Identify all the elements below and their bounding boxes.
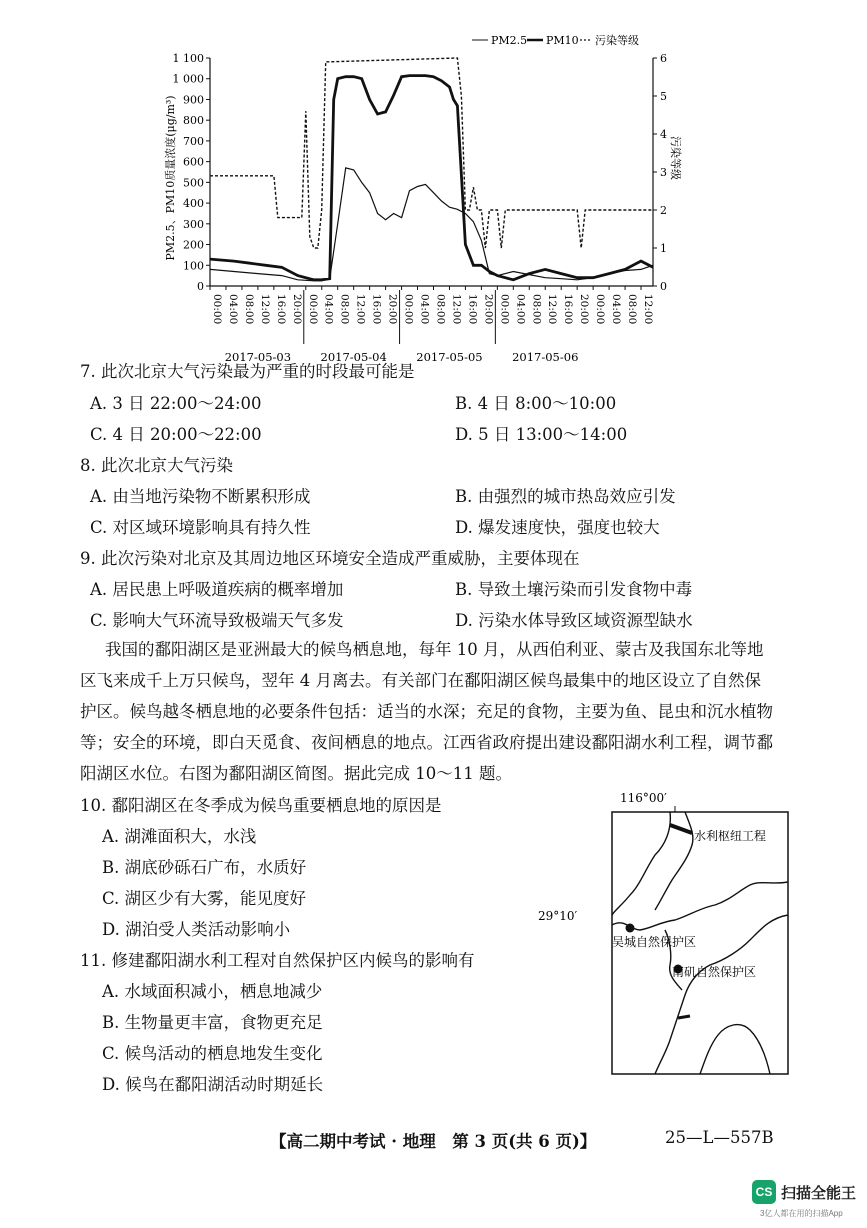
dam-marker [670, 825, 692, 833]
date-label: 2017-05-03 [224, 350, 292, 364]
passage-line: 等；安全的环境，即白天觅食、夜间栖息的地点。江西省政府提出建设鄱阳湖水利工程，调节鄱 [80, 733, 773, 752]
x-tick-label: 00:00 [498, 294, 511, 325]
x-tick-label: 08:00 [242, 294, 255, 325]
y-left-tick-label: 400 [183, 197, 204, 211]
q9-option-a[interactable]: A. 居民患上呼吸道疾病的概率增加 [90, 580, 344, 599]
y-left-tick-label: 1 100 [172, 52, 204, 65]
y-left-tick-label: 700 [183, 134, 204, 148]
chart-ticks [173, 52, 668, 364]
q10-option-b[interactable]: B. 湖底砂砾石广布，水质好 [102, 858, 307, 877]
y-right-tick-label: 0 [660, 280, 667, 293]
y-left-tick-label: 900 [183, 93, 204, 107]
x-tick-label: 08:00 [530, 294, 543, 325]
x-tick-label: 08:00 [626, 294, 639, 325]
passage-line: 区飞来成千上万只候鸟，翌年 4 月离去。有关部门在鄱阳湖区候鸟最集中的地区设立了自然保 [80, 671, 761, 690]
q8-option-a[interactable]: A. 由当地污染物不断累积形成 [90, 487, 311, 506]
x-tick-label: 04:00 [514, 294, 527, 325]
pollution-level-line [210, 58, 653, 248]
y-right-tick-label: 1 [660, 242, 667, 255]
date-label: 2017-05-05 [416, 350, 483, 364]
x-tick-label: 12:00 [546, 294, 559, 325]
passage-line: 护区。候鸟越冬栖息地的必要条件包括：适当的水深；充足的食物，主要为鱼、昆虫和沉水植物 [80, 702, 773, 721]
passage-line: 我国的鄱阳湖区是亚洲最大的候鸟栖息地，每年 10 月，从西伯利亚、蒙古及我国东北等地 [105, 640, 764, 659]
q11-option-b[interactable]: B. 生物量更丰富，食物更充足 [102, 1013, 323, 1032]
y-left-tick-label: 0 [197, 280, 204, 293]
x-tick-label: 00:00 [211, 294, 223, 325]
question-7-stem: 7. 此次北京大气污染最为严重的时段最可能是 [80, 362, 415, 381]
x-tick-label: 00:00 [306, 294, 319, 325]
cs-logo-icon: CS [752, 1180, 776, 1204]
q7-option-a[interactable]: A. 3 日 22:00～24:00 [90, 394, 262, 413]
pm10-line [210, 76, 653, 280]
date-label: 2017-05-04 [320, 350, 387, 364]
reading-passage [80, 634, 795, 789]
x-tick-label: 12:00 [642, 294, 655, 325]
pollution-chart [160, 28, 682, 364]
y-left-tick-label: 200 [183, 238, 204, 252]
q10-option-d[interactable]: D. 湖泊受人类活动影响小 [102, 920, 291, 939]
pm25-line [210, 168, 653, 281]
legend-level-label: 污染等级 [595, 34, 639, 47]
x-tick-label: 20:00 [386, 294, 399, 325]
paper-code: 25—L—557B [665, 1128, 774, 1147]
x-tick-label: 04:00 [418, 294, 431, 325]
q9-option-c[interactable]: C. 影响大气环流导致极端天气多发 [90, 611, 344, 630]
x-tick-label: 12:00 [450, 294, 463, 325]
question-11-stem: 11. 修建鄱阳湖水利工程对自然保护区内候鸟的影响有 [80, 951, 475, 970]
date-label: 2017-05-06 [512, 350, 579, 364]
x-tick-label: 04:00 [226, 294, 239, 325]
chart-legend [472, 33, 639, 47]
q10-option-a[interactable]: A. 湖滩面积大，水浅 [102, 827, 257, 846]
y-axis-left-label: PM2.5、PM10质量浓度(μg/m³) [164, 95, 177, 261]
nanji-reserve-label: 南矶自然保护区 [672, 965, 757, 979]
x-tick-label: 16:00 [370, 294, 383, 325]
brand-name: 扫描全能王 [781, 1185, 857, 1202]
passage-line: 阳湖区水位。右图为鄱阳湖区简图。据此完成 10～11 题。 [80, 764, 512, 783]
y-left-tick-label: 300 [183, 217, 204, 231]
q8-option-b[interactable]: B. 由强烈的城市热岛效应引发 [455, 487, 676, 506]
x-tick-label: 04:00 [610, 294, 623, 325]
map-latitude-label: 29°10′ [538, 909, 578, 923]
q7-option-b[interactable]: B. 4 日 8:00～10:00 [455, 394, 617, 413]
q7-option-c[interactable]: C. 4 日 20:00～22:00 [90, 425, 262, 444]
x-tick-label: 20:00 [290, 294, 303, 325]
x-tick-label: 08:00 [338, 294, 351, 325]
scanner-watermark [752, 1180, 857, 1220]
q9-option-d[interactable]: D. 污染水体导致区域资源型缺水 [455, 611, 693, 630]
x-tick-label: 12:00 [354, 294, 367, 325]
x-tick-label: 00:00 [402, 294, 415, 325]
q11-option-d[interactable]: D. 候鸟在鄱阳湖活动时期延长 [102, 1075, 324, 1094]
q10-option-c[interactable]: C. 湖区少有大雾，能见度好 [102, 889, 307, 908]
q9-option-b[interactable]: B. 导致土壤污染而引发食物中毒 [455, 580, 693, 599]
chart-series [210, 58, 653, 281]
question-9-stem: 9. 此次污染对北京及其周边地区环境安全造成严重威胁，主要体现在 [80, 549, 580, 568]
x-tick-label: 20:00 [482, 294, 495, 325]
q11-option-c[interactable]: C. 候鸟活动的栖息地发生变化 [102, 1044, 323, 1063]
chart-axes [210, 58, 653, 286]
y-left-tick-label: 500 [183, 176, 204, 190]
y-left-tick-label: 600 [183, 155, 204, 169]
dam-label: 水利枢纽工程 [694, 829, 767, 843]
legend-pm25-label: PM2.5 [491, 34, 528, 47]
y-axis-right-label: 污染等级 [669, 136, 682, 180]
x-tick-label: 16:00 [562, 294, 575, 325]
y-right-tick-label: 4 [660, 128, 667, 141]
x-tick-label: 04:00 [322, 294, 335, 325]
y-right-tick-label: 5 [660, 90, 667, 103]
wucheng-reserve-dot [626, 924, 635, 933]
x-tick-label: 20:00 [578, 294, 591, 325]
y-left-tick-label: 100 [183, 259, 204, 273]
poyang-lake-map [538, 790, 790, 1080]
q8-option-d[interactable]: D. 爆发速度快，强度也较大 [455, 518, 660, 537]
legend-pm10-label: PM10 [546, 34, 579, 47]
q11-option-a[interactable]: A. 水域面积减小，栖息地减少 [102, 982, 323, 1001]
brand-tagline: 3亿人都在用的扫描App [760, 1209, 843, 1218]
x-tick-label: 16:00 [274, 294, 287, 325]
question-10-stem: 10. 鄱阳湖区在冬季成为候鸟重要栖息地的原因是 [80, 796, 442, 815]
q8-option-c[interactable]: C. 对区域环境影响具有持久性 [90, 518, 311, 537]
wucheng-reserve-label: 吴城自然保护区 [612, 935, 697, 949]
q7-option-d[interactable]: D. 5 日 13:00～14:00 [455, 425, 628, 444]
y-left-tick-label: 1 000 [172, 72, 204, 86]
y-right-tick-label: 3 [660, 166, 667, 179]
y-left-tick-label: 800 [183, 114, 204, 128]
small-dam-marker [678, 1016, 690, 1018]
y-right-tick-label: 2 [660, 204, 667, 217]
y-right-tick-label: 6 [660, 52, 667, 65]
question-8-stem: 8. 此次北京大气污染 [80, 456, 233, 475]
x-tick-label: 12:00 [258, 294, 271, 325]
x-tick-label: 08:00 [434, 294, 447, 325]
x-tick-label: 16:00 [466, 294, 479, 325]
x-tick-label: 00:00 [594, 294, 607, 325]
page-footer-title: 【高二期中考试 · 地理 第 3 页(共 6 页)】 [270, 1132, 597, 1151]
map-longitude-label: 116°00′ [620, 791, 667, 805]
